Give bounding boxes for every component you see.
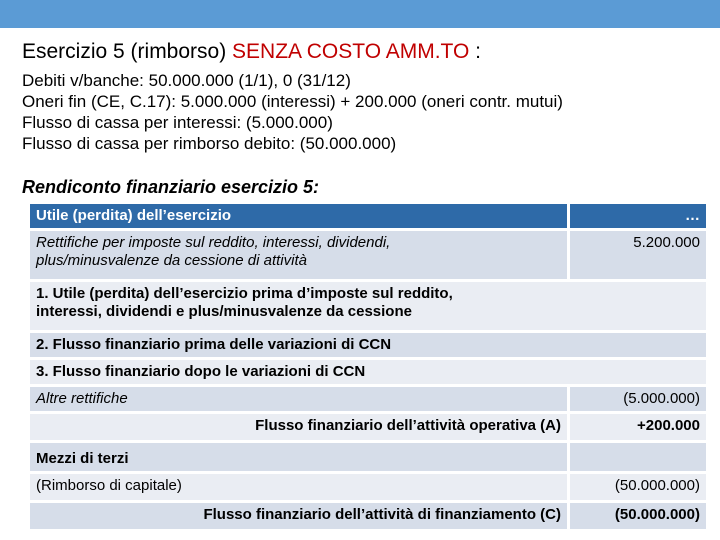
slide-title: [22, 40, 481, 64]
row-rettifiche-value: 5.200.000: [570, 231, 706, 279]
row-altre-rettifiche-label: Altre rettifiche: [30, 387, 567, 411]
title-prefix: Esercizio 5 (rimborso): [22, 40, 233, 63]
top-accent-bar: [0, 0, 720, 28]
title-suffix: :: [469, 40, 481, 63]
row-altre-rettifiche-value: (5.000.000): [570, 387, 706, 411]
section-subtitle: Rendiconto finanziario esercizio 5:: [22, 177, 320, 197]
table-row: [30, 474, 706, 500]
table-row: [30, 360, 706, 384]
table-row: [30, 231, 706, 279]
info-line-oneri: Oneri fin (CE, C.17): 5.000.000 (interessi) + 200.000 (oneri contr. mutui): [22, 92, 563, 111]
info-line-flusso-interessi: Flusso di cassa per interessi: (5.000.000): [22, 113, 333, 132]
cash-flow-table: [30, 204, 706, 532]
info-lines: [22, 70, 563, 154]
table-row: [30, 387, 706, 411]
table-row: [30, 443, 706, 471]
row-utile-prima-imposte-label: [30, 282, 706, 330]
row-flusso-dopo-ccn-label: 3. Flusso finanziario dopo le variazioni di CCN: [30, 360, 706, 384]
row-mezzi-terzi-label: Mezzi di terzi: [30, 443, 567, 471]
row-utile-prima-line1: 1. Utile (perdita) dell’esercizio prima d’imposte sul reddito,: [36, 285, 453, 302]
row-flusso-finanziamento-value: (50.000.000): [570, 503, 706, 529]
table-row: [30, 204, 706, 228]
row-flusso-prima-ccn-label: 2. Flusso finanziario prima delle variazioni di CCN: [30, 333, 706, 357]
row-mezzi-terzi-value: [570, 443, 706, 471]
row-rettifiche-label: [30, 231, 567, 279]
table-row: [30, 414, 706, 440]
row-flusso-finanziamento-label: Flusso finanziario dell’attività di finanziamento (C): [30, 503, 567, 529]
title-highlight: SENZA COSTO AMM.TO: [232, 40, 470, 63]
info-line-debiti: Debiti v/banche: 50.000.000 (1/1), 0 (31/12): [22, 71, 351, 90]
table-row: [30, 503, 706, 529]
table-row: [30, 333, 706, 357]
row-flusso-operativa-value: +200.000: [570, 414, 706, 440]
row-rimborso-capitale-label: (Rimborso di capitale): [30, 474, 567, 500]
row-utile-prima-line2: interessi, dividendi e plus/minusvalenze da cessione: [36, 303, 412, 320]
row-utile-value: …: [570, 204, 706, 228]
row-rettifiche-line1: Rettifiche per imposte sul reddito, interessi, dividendi,: [36, 234, 391, 251]
row-rettifiche-line2: plus/minusvalenze da cessione di attività: [36, 252, 307, 269]
row-rimborso-capitale-value: (50.000.000): [570, 474, 706, 500]
row-utile-label: Utile (perdita) dell’esercizio: [30, 204, 567, 228]
info-line-flusso-rimborso: Flusso di cassa per rimborso debito: (50.000.000): [22, 134, 397, 153]
table-row: [30, 282, 706, 330]
row-flusso-operativa-label: Flusso finanziario dell’attività operativa (A): [30, 414, 567, 440]
